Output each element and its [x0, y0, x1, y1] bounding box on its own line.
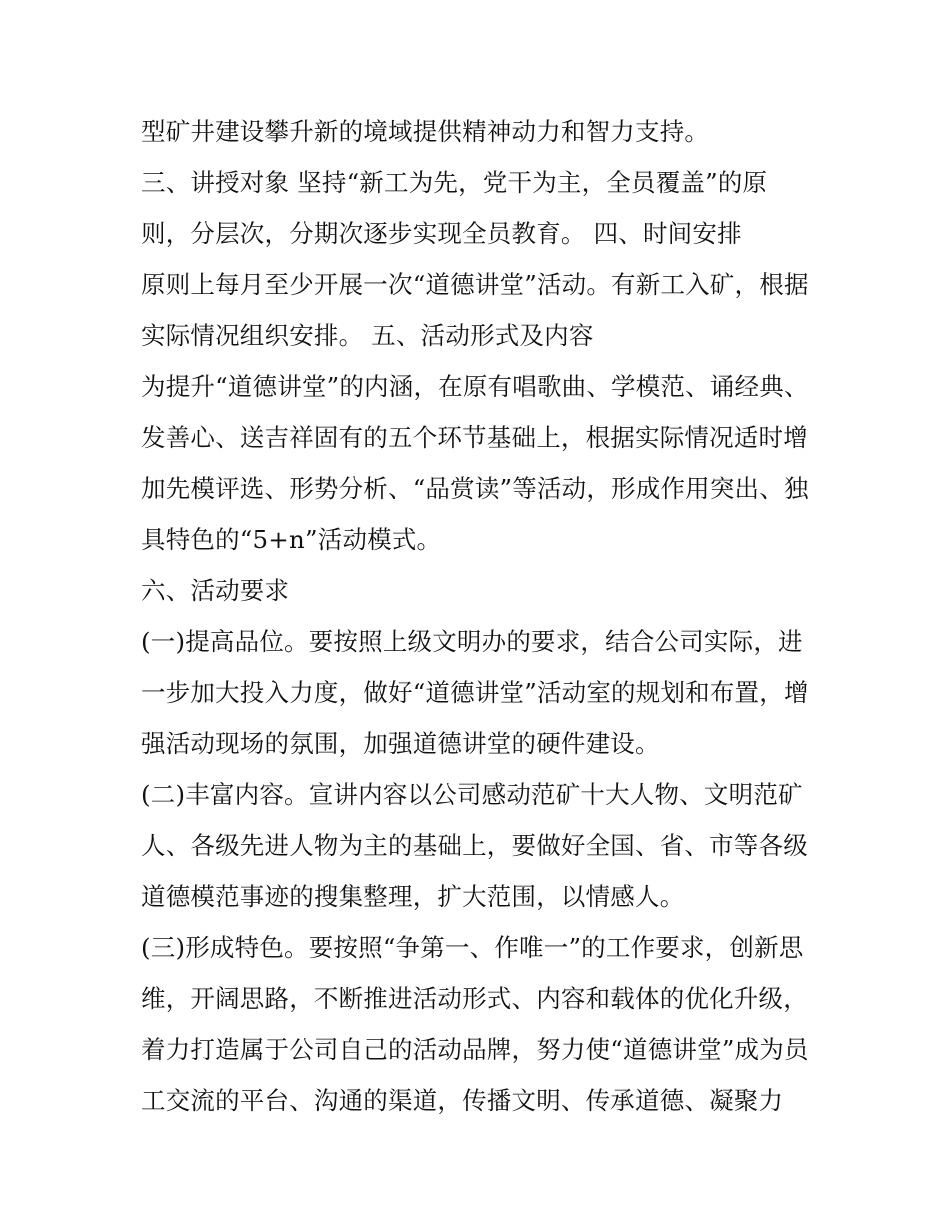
text-line: (三)形成特色。要按照“争第一、作唯一”的工作要求，创新思: [141, 933, 804, 962]
text-line: 原则上每月至少开展一次“道德讲堂”活动。有新工入矿，根据: [141, 270, 809, 299]
text-line: 实际情况组织安排。 五、活动形式及内容: [141, 321, 594, 350]
text-line: 具特色的“5+n”活动模式。: [141, 525, 442, 554]
text-line: 加先模评选、形势分析、“品赏读”等活动，形成作用突出、独: [141, 474, 809, 503]
text-line: 人、各级先进人物为主的基础上，要做好全国、省、市等各级: [141, 831, 808, 860]
text-line: 维，开阔思路，不断推进活动形式、内容和载体的优化升级，: [141, 984, 808, 1013]
text-line: 一步加大投入力度，做好“道德讲堂”活动室的规划和布置，增: [141, 678, 809, 707]
section-heading: 六、活动要求: [141, 576, 290, 605]
text-line: 工交流的平台、沟通的渠道，传播文明、传承道德、凝聚力: [141, 1086, 784, 1115]
text-line: 着力打造属于公司自己的活动品牌，努力使“道德讲堂”成为员: [141, 1035, 809, 1064]
text-line: 道德模范事迹的搜集整理，扩大范围，以情感人。: [141, 882, 685, 911]
text-line: (一)提高品位。要按照上级文明办的要求，结合公司实际，进: [141, 627, 803, 656]
text-line: 则，分层次，分期次逐步实现全员教育。 四、时间安排: [141, 219, 742, 248]
text-line: 为提升“道德讲堂”的内涵，在原有唱歌曲、学模范、诵经典、: [141, 372, 809, 401]
document-body: [141, 106, 821, 1126]
text-line: (二)丰富内容。宣讲内容以公司感动范矿十大人物、文明范矿: [141, 780, 803, 809]
text-line: 三、讲授对象 坚持“新工为先，党干为主，全员覆盖”的原: [141, 168, 768, 197]
text-line: 发善心、送吉祥固有的五个环节基础上，根据实际情况适时增: [141, 423, 808, 452]
text-line: 强活动现场的氛围，加强道德讲堂的硬件建设。: [141, 729, 660, 758]
text-line: 型矿井建设攀升新的境域提供精神动力和智力支持。: [141, 117, 710, 146]
